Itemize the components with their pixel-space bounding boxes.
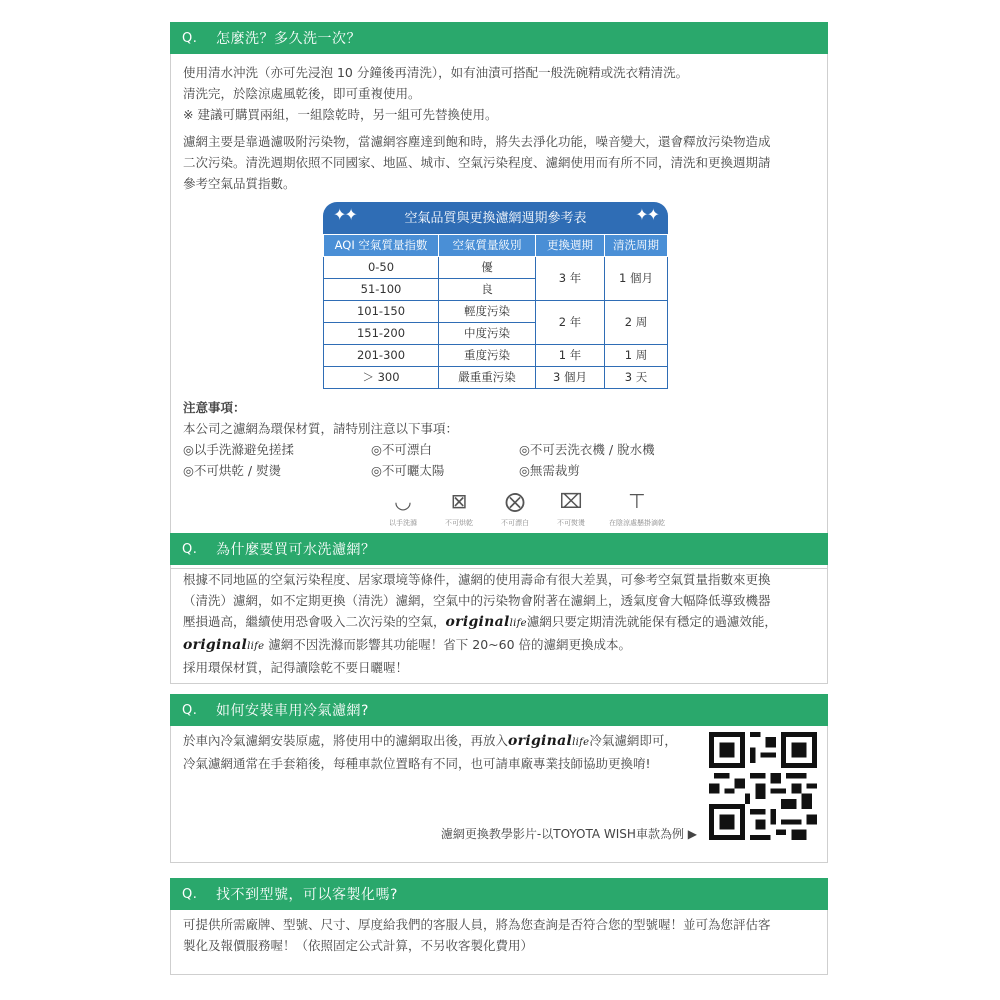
brand-logo: originallife	[183, 637, 265, 653]
text-line: （清洗）濾網，如不定期更換（清洗）濾網，空氣中的污染物會附著在濾網上，透氣度會大幅降低導致機器	[183, 593, 771, 608]
note-item: ◎不可曬太陽	[371, 463, 445, 478]
column-header: 空氣質量級別	[439, 235, 536, 257]
table	[323, 234, 668, 389]
section-header: Q. 如何安裝車用冷氣濾網?	[170, 694, 828, 726]
text-line: 冷氣濾網通常在手套箱後，每種車款位置略有不同，也可請車廠專業技師協助更換唷!	[183, 756, 651, 771]
qr-code-icon[interactable]	[709, 732, 817, 840]
note-item: ◎不可烘乾 / 熨燙	[183, 463, 282, 478]
notes-intro: 本公司之濾網為環保材質，請特別注意以下事項：	[183, 421, 459, 436]
text-line: 濾網主要是靠過濾吸附污染物，當濾網容塵達到飽和時，將失去淨化功能，噪音變大，還會釋放污染物造成	[183, 134, 771, 149]
column-header: 清洗周期	[605, 235, 668, 257]
notes-title: 注意事項：	[183, 400, 246, 415]
text-line: 二次污染。清洗週期依照不同國家、地區、城市、空氣污染程度、濾網使用而有所不同，清洗和更換週期請	[183, 155, 771, 170]
text-line: 壓損過高，繼續使用恐會吸入二次污染的空氣，originallife濾網只要定期清洗就能保有穩定的過濾效能，	[183, 614, 777, 630]
section-title: 怎麼洗？多久洗一次？	[216, 31, 361, 47]
section-title: 找不到型號，可以客製化嗎?	[216, 887, 398, 903]
note-item: ◎無需裁剪	[519, 463, 580, 478]
table-header-row	[324, 235, 668, 257]
table-row: 151-200 中度污染	[324, 323, 668, 345]
section-body	[170, 726, 828, 863]
table-row: 0-50 優 3 年 1 個月	[324, 257, 668, 279]
no-iron-icon: ⌧	[559, 489, 583, 513]
column-header: AQI 空氣質量指數	[324, 235, 439, 257]
note-item: ◎不可漂白	[371, 442, 432, 457]
table-row: 51-100 良	[324, 279, 668, 301]
section-custom	[170, 878, 828, 975]
table-title: ✦✦ 空氣品質與更換濾網週期參考表 ✦✦	[323, 202, 668, 234]
text-line: originallife 濾網不因洗滌而影響其功能喔！省下 20~60 倍的濾網更換成本。	[183, 637, 632, 653]
table-row: 101-150 輕度污染 2 年 2 周	[324, 301, 668, 323]
text-line: ※ 建議可購買兩組，一組陰乾時，另一組可先替換使用。	[183, 107, 498, 122]
drip-dry-icon: ⊤	[628, 489, 646, 513]
section-title: 如何安裝車用冷氣濾網?	[216, 703, 369, 719]
text-line: 採用環保材質，記得讀陰乾不要日曬喔！	[183, 660, 409, 675]
section-body	[170, 565, 828, 684]
section-wash	[170, 22, 828, 569]
text-line: 清洗完，於陰涼處風乾後，即可重複使用。	[183, 86, 421, 101]
hand-wash-icon: ◡	[394, 489, 412, 513]
notes-list	[183, 439, 817, 481]
brand-logo: originallife	[445, 614, 527, 630]
section-body	[170, 910, 828, 975]
text-line: 參考空氣品質指數。	[183, 176, 296, 191]
care-icons: ◡ 以手洗滌 ⊠ 不可烘乾 ⨂ 不可漂白 ⌧ 不可熨燙 ⊤ 在陰涼處懸掛滴乾	[389, 489, 665, 527]
text-line: 製化及報價服務喔！（依照固定公式計算，不另收客製化費用）	[183, 938, 534, 953]
table-row: 201-300 重度污染 1 年 1 周	[324, 345, 668, 367]
section-header: Q. 怎麼洗？多久洗一次？	[170, 22, 828, 54]
table-row: ＞ 300 嚴重重污染 3 個月 3 天	[324, 367, 668, 389]
text-line: 根據不同地區的空氣污染程度、居家環境等條件，濾網的使用壽命有很大差異，可參考空氣質量指數來更換	[183, 572, 771, 587]
note-item: ◎不可丟洗衣機 / 脫水機	[519, 442, 655, 457]
text-line: 於車內冷氣濾網安裝原處，將使用中的濾網取出後，再放入originallife冷氣濾網即可，	[183, 733, 677, 749]
text-line: 使用清水沖洗（亦可先浸泡 10 分鐘後再清洗），如有油漬可搭配一般洗碗精或洗衣精清洗。	[183, 65, 689, 80]
sparkle-icon: ✦✦	[635, 205, 658, 224]
sparkle-icon: ✦✦	[333, 205, 356, 224]
video-caption[interactable]: 濾網更換教學影片-以TOYOTA WISH車款為例 ▶	[440, 827, 697, 841]
section-header: Q. 為什麼要買可水洗濾網？	[170, 533, 828, 565]
brand-logo: originallife	[508, 733, 590, 749]
section-why-washable	[170, 533, 828, 684]
no-bleach-icon: ⨂	[505, 489, 525, 513]
section-header: Q. 找不到型號，可以客製化嗎?	[170, 878, 828, 910]
note-item: ◎以手洗滌避免搓揉	[183, 442, 294, 457]
column-header: 更換週期	[536, 235, 605, 257]
section-body	[170, 54, 828, 569]
section-install	[170, 694, 828, 863]
section-title: 為什麼要買可水洗濾網？	[216, 542, 376, 558]
text-line: 可提供所需廠牌、型號、尺寸、厚度給我們的客服人員，將為您查詢是否符合您的型號喔！並可為您評估客	[183, 917, 771, 932]
aqi-table	[323, 202, 668, 389]
no-tumble-dry-icon: ⊠	[450, 489, 468, 513]
